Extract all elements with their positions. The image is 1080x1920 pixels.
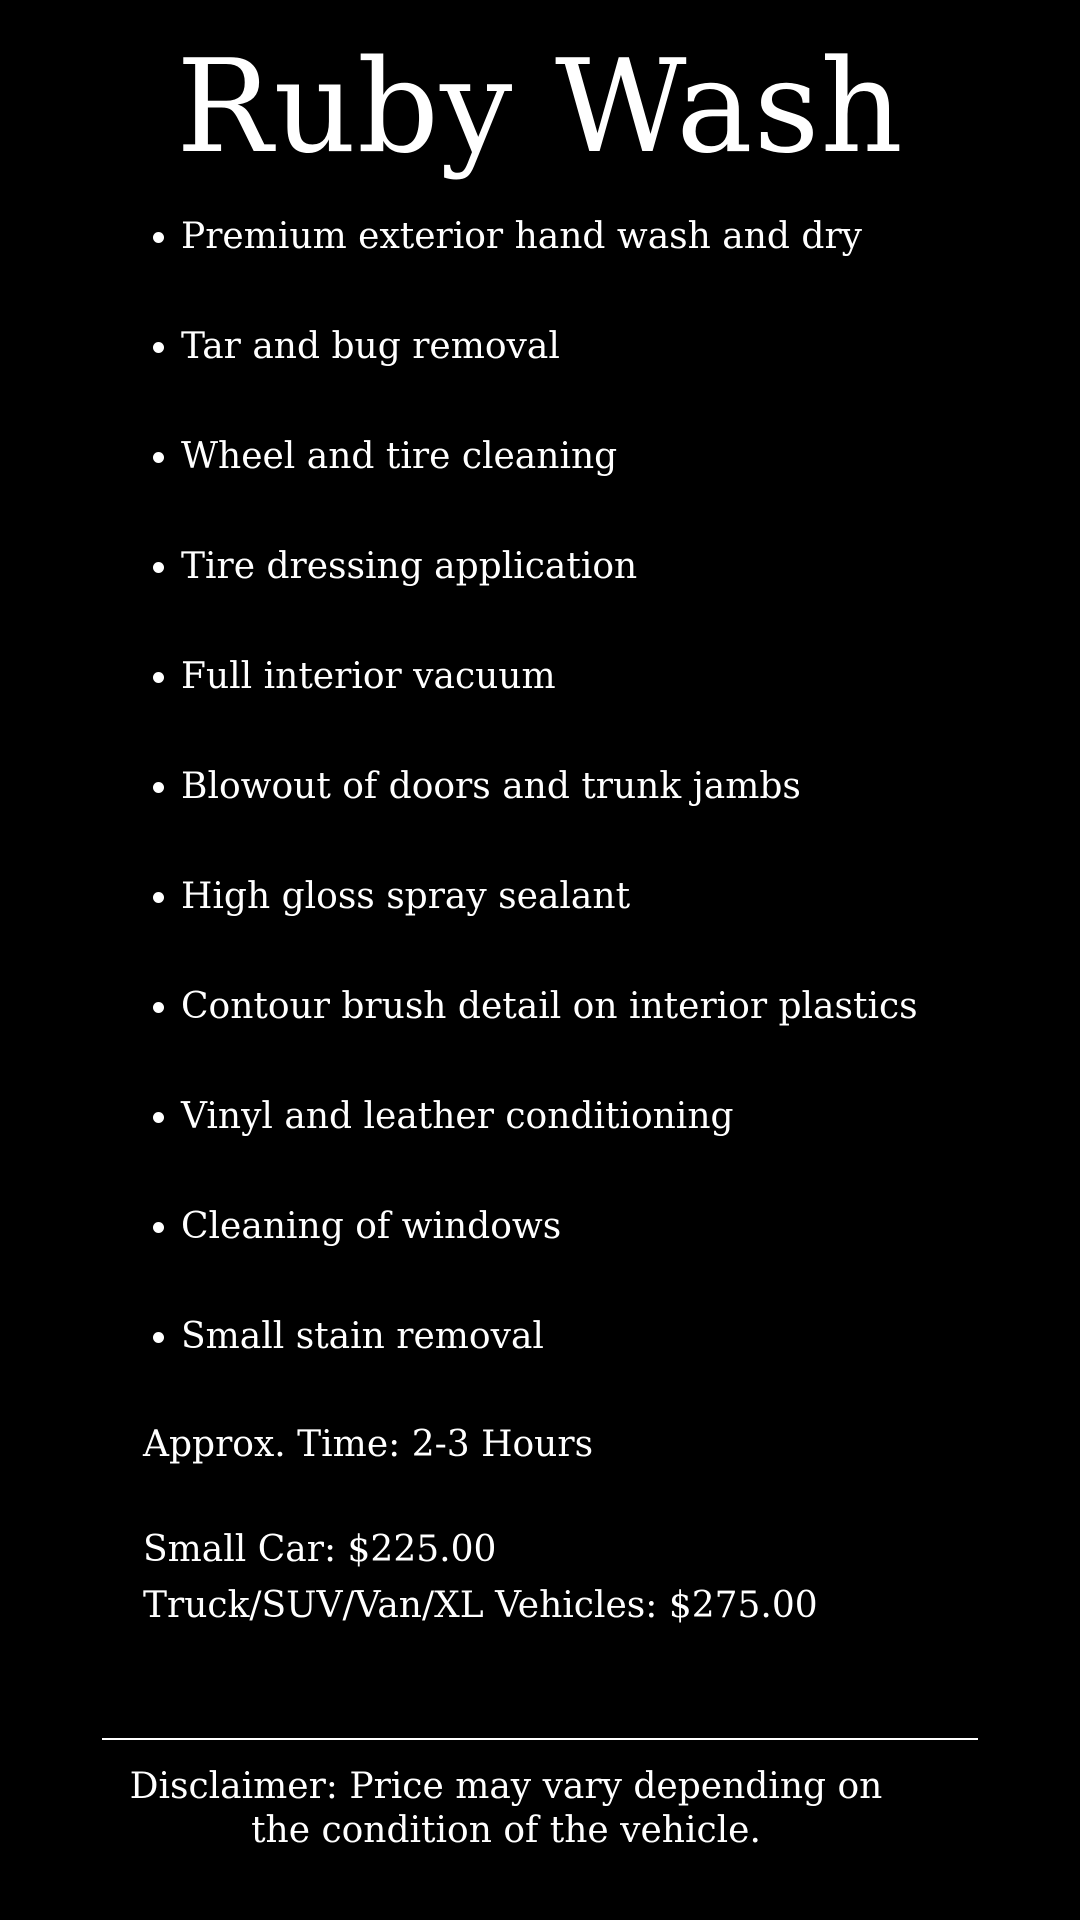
bullet-icon	[153, 342, 164, 353]
service-label: Premium exterior hand wash and dry	[181, 216, 863, 257]
service-item	[143, 647, 918, 757]
service-label: Tire dressing application	[181, 546, 638, 587]
bullet-icon	[153, 782, 164, 793]
bullet-icon	[153, 672, 164, 683]
service-label: Wheel and tire cleaning	[181, 436, 618, 477]
service-list	[143, 207, 918, 1417]
bullet-icon	[153, 1002, 164, 1013]
bullet-icon	[153, 1112, 164, 1123]
service-label: Tar and bug removal	[181, 326, 560, 367]
small-car-price: Small Car: $225.00	[143, 1529, 497, 1570]
page-title: Ruby Wash	[176, 33, 904, 182]
service-item	[143, 1087, 918, 1197]
service-label: Contour brush detail on interior plastics	[181, 986, 918, 1027]
service-item	[143, 757, 918, 867]
service-label: High gloss spray sealant	[181, 876, 631, 917]
disclaimer: Disclaimer: Price may vary depending on the condition of the vehicle.	[129, 1766, 883, 1851]
bullet-icon	[153, 562, 164, 573]
service-label: Small stain removal	[181, 1316, 544, 1357]
service-item	[143, 867, 918, 977]
bullet-icon	[153, 1222, 164, 1233]
service-label: Vinyl and leather conditioning	[181, 1096, 734, 1137]
service-label: Cleaning of windows	[181, 1206, 562, 1247]
service-item	[143, 427, 918, 537]
service-item	[143, 317, 918, 427]
divider	[102, 1738, 978, 1740]
service-item	[143, 977, 918, 1087]
large-vehicle-price: Truck/SUV/Van/XL Vehicles: $275.00	[143, 1585, 818, 1626]
bullet-icon	[153, 1332, 164, 1343]
service-item	[143, 1307, 918, 1417]
service-item	[143, 207, 918, 317]
approx-time: Approx. Time: 2-3 Hours	[143, 1424, 594, 1465]
service-label: Full interior vacuum	[181, 656, 556, 697]
bullet-icon	[153, 892, 164, 903]
bullet-icon	[153, 232, 164, 243]
price-block	[143, 1522, 818, 1634]
service-label: Blowout of doors and trunk jambs	[181, 766, 801, 807]
service-item	[143, 537, 918, 647]
service-item	[143, 1197, 918, 1307]
bullet-icon	[153, 452, 164, 463]
